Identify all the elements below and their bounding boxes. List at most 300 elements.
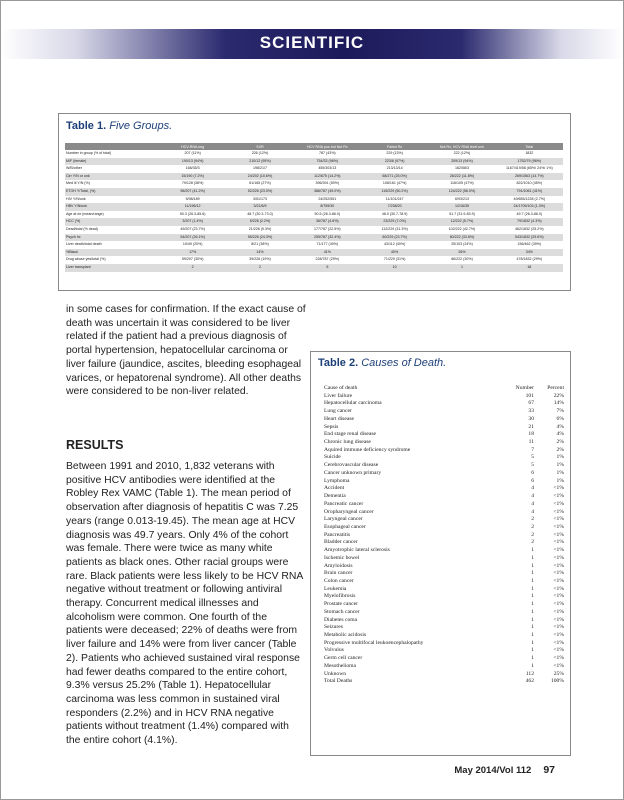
- table-1-cell: 2: [159, 264, 226, 272]
- table-row: [324, 385, 564, 393]
- table-1-cell: 23/229 (7.0%): [361, 218, 428, 226]
- death-count-cell: 21: [528, 423, 534, 430]
- cause-of-death-cell: Pancreatic cancer: [324, 500, 364, 507]
- cause-of-death-cell: Chronic lung disease: [324, 439, 371, 446]
- table-1-cell: 198/21/7: [252, 166, 267, 171]
- table-row: [65, 234, 563, 242]
- table-1-cell: 49.7 (26.3-86.0): [516, 211, 543, 216]
- table-row: [65, 173, 563, 181]
- death-count-cell: 1: [531, 562, 534, 569]
- death-count-cell: 4: [531, 508, 534, 515]
- table-1-cell: 156/462 (39%): [517, 242, 542, 247]
- table-row: [324, 462, 564, 470]
- death-count-cell: 11: [528, 439, 534, 446]
- table-row: [324, 400, 564, 408]
- death-percent-cell: <1%: [553, 508, 564, 515]
- table-row: [324, 493, 564, 501]
- table-1-body: [65, 150, 563, 272]
- table-2-box: [310, 351, 571, 756]
- death-percent-cell: <1%: [553, 570, 564, 577]
- death-count-cell: 2: [531, 539, 534, 546]
- table-1-cell: 177/787 (22.5%): [314, 226, 341, 231]
- table-1-cell: 543/1832 (29.6%): [496, 234, 563, 242]
- table-row: [324, 671, 564, 679]
- death-percent-cell: 1%: [556, 469, 564, 476]
- cause-of-death-cell: Germ cell cancer: [324, 655, 363, 662]
- death-percent-cell: <1%: [553, 639, 564, 646]
- death-percent-cell: 1%: [556, 462, 564, 469]
- table-row: [324, 655, 564, 663]
- table-1-column-header: SVR: [226, 143, 293, 150]
- cause-of-death-cell: Progressive multifocal leukoencephalopathy: [324, 639, 424, 646]
- table-1-cell: 68/271 (25.0%): [361, 173, 428, 181]
- table-1-caption-label: Table 1.: [66, 120, 107, 132]
- table-1-cell: 8/21 (38%): [251, 242, 269, 247]
- death-percent-cell: 6%: [556, 415, 564, 422]
- death-count-cell: 1: [531, 608, 534, 615]
- table-row: [324, 424, 564, 432]
- table-1-cell: 1: [428, 264, 495, 272]
- table-1-cell: 1/216/35: [428, 203, 495, 211]
- table-1-cell: 269/1563 (14.7%): [496, 173, 563, 181]
- table-row: [65, 211, 563, 219]
- table-row: [324, 624, 564, 632]
- table-2-body: [324, 385, 564, 686]
- table-1-cell: 21/226 (9.3%): [248, 226, 272, 231]
- table-1-cell: 71/229 (31%): [383, 257, 406, 262]
- table-1-cell: 168/35/3: [185, 166, 200, 171]
- death-count-cell: 6: [531, 477, 534, 484]
- table-row: [65, 218, 563, 226]
- death-count-cell: 462: [525, 678, 534, 685]
- death-count-cell: 2: [531, 516, 534, 523]
- table-1-cell: 112/675 (14.2%): [294, 173, 361, 181]
- cause-of-death-cell: Liver failure: [324, 392, 353, 399]
- table-row: [324, 563, 564, 571]
- table-1-cell: 96/207 (41.2%): [159, 188, 226, 196]
- table-1-cell: 213/13/14: [386, 166, 403, 171]
- death-percent-cell: <1%: [553, 577, 564, 584]
- table-1-column-header: HCV RNA pos but Not Rx: [294, 143, 361, 150]
- table-1-cell: 12/222 (5.7%): [428, 218, 495, 226]
- table-1-cell: 50.5 (26.3-86.0): [314, 211, 341, 216]
- table-1-cell: 52/226 (23.0%): [226, 188, 293, 196]
- table-row: [65, 249, 563, 257]
- table-1-row-label: Liver transplant: [65, 264, 159, 272]
- cause-of-death-cell: Esophageal cancer: [324, 523, 366, 530]
- death-count-cell: 18: [528, 431, 534, 438]
- death-percent-cell: <1%: [553, 593, 564, 600]
- cause-of-death-cell: Leukemia: [324, 585, 347, 592]
- cause-of-death-cell: Brain cancer: [324, 570, 353, 577]
- table-row: [65, 203, 563, 211]
- table-1-cell: 79/128 (38%): [181, 181, 204, 186]
- table-1-cell: 26%: [428, 249, 495, 257]
- death-percent-cell: 2%: [556, 446, 564, 453]
- death-count-cell: 1: [531, 655, 534, 662]
- death-percent-cell: 1%: [556, 477, 564, 484]
- table-row: [324, 416, 564, 424]
- table-1-row-label: ETOH Y/Total, (%): [65, 188, 159, 196]
- table-1-box: [58, 113, 571, 291]
- death-count-cell: 4: [531, 493, 534, 500]
- cause-of-death-cell: Pancreatitis: [324, 531, 351, 538]
- table-row: [324, 632, 564, 640]
- cause-of-death-cell: Volvulus: [324, 647, 344, 654]
- cause-of-death-cell: Total Deaths: [324, 678, 353, 685]
- table-1-cell: 24/1705/103 (1.3%): [496, 203, 563, 211]
- death-percent-cell: <1%: [553, 624, 564, 631]
- death-percent-cell: <1%: [553, 531, 564, 538]
- table-row: [324, 516, 564, 524]
- death-percent-cell: 4%: [556, 423, 564, 430]
- death-count-cell: 1: [531, 639, 534, 646]
- cause-of-death-cell: Metabolic acidosis: [324, 632, 367, 638]
- death-percent-cell: <1%: [553, 500, 564, 507]
- table-1-cell: 822/1010 (45%): [516, 181, 543, 186]
- table-1-cell: 18: [496, 264, 563, 272]
- table-1-cell: 48.0 (30.7-78.9): [381, 211, 408, 216]
- death-count-cell: 4: [531, 485, 534, 492]
- table-1-cell: 24/202 (10.6%): [226, 173, 293, 181]
- cause-of-death-cell: Lymphoma: [324, 477, 350, 484]
- death-count-cell: 2: [531, 523, 534, 530]
- table-1-row-label: W/B/other: [66, 166, 82, 171]
- table-1-cell: 386/787 (49.0%): [294, 188, 361, 196]
- death-count-cell: 112: [525, 670, 534, 677]
- death-count-cell: 1: [531, 570, 534, 577]
- table-2-caption: [318, 357, 446, 369]
- cause-of-death-cell: Cerebrovascular disease: [324, 462, 379, 469]
- death-count-cell: Number: [515, 385, 534, 391]
- table-1-cell: 116/105 (47%): [450, 181, 474, 186]
- death-percent-cell: <1%: [553, 562, 564, 569]
- table-1-cell: 61/165 (27%): [249, 181, 271, 186]
- table-1-cell: 41%: [294, 249, 361, 257]
- table-1-cell: 462/1832 (25.2%): [515, 226, 544, 231]
- table-1-cell: 5/226 (2.2%): [226, 218, 293, 226]
- death-count-cell: 1: [531, 662, 534, 669]
- cause-of-death-cell: Amyloidosis: [324, 562, 353, 569]
- table-1-cell: 6/93/213: [454, 196, 469, 201]
- table-1-cell: 115/229 (50.2%): [361, 188, 428, 196]
- death-count-cell: 1: [531, 547, 534, 554]
- table-1-cell: 3/21/6/9: [226, 203, 293, 211]
- cause-of-death-cell: Suicide: [324, 454, 341, 461]
- death-percent-cell: 4%: [556, 431, 564, 438]
- table-row: [324, 478, 564, 486]
- cause-of-death-cell: Prostate cancer: [324, 601, 359, 608]
- table-1-cell: 34%: [496, 249, 563, 257]
- cause-of-death-cell: Mesothelioma: [324, 662, 357, 669]
- section-header-band: [1, 29, 623, 59]
- table-row: [324, 485, 564, 493]
- table-1-cell: 2: [226, 264, 293, 272]
- table-1-cell: 478/1832 (29%): [516, 257, 543, 262]
- table-1-cell: 229 (13%): [386, 151, 403, 155]
- table-1-cell: 255/787 (32.4%): [294, 234, 361, 242]
- table-1-cell: 787 (43%): [319, 151, 336, 155]
- table-row: [65, 158, 563, 166]
- cause-of-death-cell: Myelofibrosis: [324, 593, 356, 600]
- table-1-cell: 190/13 (94%): [159, 158, 226, 166]
- table-1-row-label: HCC (%): [65, 218, 159, 226]
- table-row: [324, 678, 564, 686]
- table-row: [324, 408, 564, 416]
- table-1-cell: 60/229 (23.7%): [361, 234, 428, 242]
- death-count-cell: 2: [531, 531, 534, 538]
- table-1-cell: 26/222 (11.8%): [428, 173, 495, 181]
- body-paragraph-methods-end: in some cases for confirmation. If the exact cause of death was uncertain it was considered to be liver related if the patient had a previous diagnosis of portal hypertension, hepatocellular carcinoma or liver failure (jaundice, ascites, bleeding esophageal varices, or hepatorenal syndrome). All other deaths were considered to be non-liver related.: [66, 304, 306, 398]
- cause-of-death-cell: Hepatocellular carcinoma: [324, 400, 382, 407]
- table-1-cell: 40%: [361, 249, 428, 257]
- table-2-caption-label: Table 2.: [318, 357, 359, 369]
- table-1-cell: 17%: [159, 249, 226, 257]
- cause-of-death-cell: Sepsis: [324, 423, 339, 430]
- table-1-cell: 5: [294, 264, 361, 272]
- table-row: [324, 617, 564, 625]
- table-row: [65, 196, 563, 204]
- table-1-row-label: Number in group (% of total): [66, 151, 112, 155]
- table-1-cell: 754/33 (96%): [294, 158, 361, 166]
- cause-of-death-cell: Cause of death: [324, 385, 358, 391]
- death-percent-cell: <1%: [553, 585, 564, 592]
- death-count-cell: 1: [531, 601, 534, 608]
- results-heading: RESULTS: [66, 438, 124, 452]
- death-count-cell: 1: [531, 647, 534, 654]
- table-1-cell: 55/226 (24.3%): [226, 234, 293, 242]
- table-1-cell: 226 (12%): [251, 151, 269, 155]
- table-row: [324, 393, 564, 401]
- table-1-cell: 10: [361, 264, 428, 272]
- table-1-row-label: Age at dx (mean/range): [66, 211, 104, 216]
- cause-of-death-cell: Amyotrophic lateral sclerosis: [324, 547, 390, 554]
- table-row: [65, 241, 563, 249]
- cause-of-death-cell: Dementia: [324, 493, 346, 500]
- death-percent-cell: <1%: [553, 608, 564, 615]
- table-row: [324, 509, 564, 517]
- table-row: [65, 150, 563, 158]
- table-row: [324, 524, 564, 532]
- cause-of-death-cell: Diabetes coma: [324, 616, 358, 623]
- table-row: [324, 570, 564, 578]
- death-percent-cell: <1%: [553, 601, 564, 608]
- table-1-row-label: Dead/total (% dead): [66, 226, 98, 231]
- death-count-cell: 67: [528, 400, 534, 407]
- table-1-cell: 207 (11%): [184, 151, 201, 155]
- table-1-cell: 48.7 (30.3-73.0): [247, 211, 273, 216]
- death-count-cell: 1: [531, 554, 534, 561]
- table-1-cell: 66/222 (30%): [451, 257, 473, 262]
- table-2-caption-text: Causes of Death.: [361, 357, 447, 369]
- death-percent-cell: <1%: [553, 516, 564, 523]
- table-1: [65, 143, 563, 272]
- death-percent-cell: <1%: [553, 616, 564, 623]
- death-percent-cell: 2%: [556, 439, 564, 446]
- table-row: [65, 165, 563, 173]
- table-1-cell: 1167/419/58 (65%/ 24%/ 1%): [505, 166, 553, 171]
- cause-of-death-cell: End stage renal disease: [324, 431, 377, 438]
- table-1-header-row: [65, 143, 563, 150]
- table-1-cell: 8/759/30: [294, 203, 361, 211]
- table-1-cell: 11/101/247: [385, 196, 404, 201]
- table-row: [324, 586, 564, 594]
- death-percent-cell: <1%: [553, 647, 564, 654]
- table-1-cell: 102/222 (42.7%): [448, 226, 476, 231]
- table-row: [324, 601, 564, 609]
- death-percent-cell: <1%: [553, 662, 564, 669]
- table-1-row-label: Drug abuse yes/total (%): [66, 257, 106, 262]
- death-count-cell: 1: [531, 616, 534, 623]
- table-1-cell: 210/12 (95%): [226, 158, 293, 166]
- death-percent-cell: 14%: [553, 400, 564, 407]
- table-row: [324, 431, 564, 439]
- table-1-row-label: M/F (female): [65, 158, 159, 166]
- body-paragraph-results: Between 1991 and 2010, 1,832 veterans with positive HCV antibodies were identified at the Robley Rex VAMC (Table 1). The mean period of observation after diagnosis of hepatitis C was 7.25 years (range 0.013-19.45). The mean age at HCV diagnosis was 49.7 years. Only 4% of the cohort was female. There were twice as many white patients as black ones. Other racial groups were rare. Black patients were less likely to be HCV RNA negative without treatment or following antiviral therapy. Concurrent medical illnesses and alcoholism were common. One fourth of the patients were deceased; 22% of deaths were from liver failure and 14% were from liver cancer (Table 2). Patients who achieved sustained viral response had fewer deaths compared to the entire cohort, 9.3% versus 25.2% (Table 1). Hepatocellular carcinoma was less common in sustained viral responders (2.2%) and in HCV RNA negative patients without treatment (1.4%) compared with the entire cohort (4.1%).: [66, 461, 303, 747]
- table-row: [324, 647, 564, 655]
- table-row: [65, 226, 563, 234]
- death-percent-cell: 1%: [556, 454, 564, 461]
- table-1-row-label: Med ill Y/N (%): [66, 181, 90, 186]
- table-row: [324, 501, 564, 509]
- table-1-cell: 59/207 (30%): [181, 257, 204, 262]
- death-count-cell: 33: [528, 408, 534, 415]
- table-1-row-label: HBV Y/N/unk: [65, 203, 159, 211]
- death-percent-cell: 25%: [553, 670, 564, 677]
- death-percent-cell: <1%: [553, 547, 564, 554]
- cause-of-death-cell: Seizures: [324, 624, 343, 631]
- table-1-cell: 79/1832 (4.3%): [496, 218, 563, 226]
- death-count-cell: 1: [531, 577, 534, 584]
- table-1-caption-text: Five Groups.: [109, 120, 173, 132]
- table-row: [324, 470, 564, 478]
- table-row: [324, 593, 564, 601]
- table-1-cell: 396/391 (50%): [315, 181, 340, 186]
- death-percent-cell: Percent: [547, 385, 564, 391]
- table-1-cell: 108/161 (47%): [382, 181, 407, 186]
- table-1-cell: 54/207 (26.1%): [159, 234, 226, 242]
- table-1-cell: 36/787 (4.6%): [294, 218, 361, 226]
- table-1-column-header: Not Rx, HCV RNA level unk: [428, 143, 495, 150]
- table-1-column-header: [65, 143, 159, 150]
- table-1-row-label: %Black: [65, 249, 159, 257]
- table-row: [324, 555, 564, 563]
- cause-of-death-cell: Lung cancer: [324, 408, 352, 415]
- table-1-row-label: Liver death/total death: [66, 242, 102, 247]
- table-1-cell: 455/303/13: [318, 166, 337, 171]
- table-row: [65, 180, 563, 188]
- table-row: [324, 609, 564, 617]
- table-1-cell: 49/207 (23.7%): [180, 226, 205, 231]
- death-count-cell: 5: [531, 462, 534, 469]
- table-1-cell: 222 (12%): [453, 151, 471, 155]
- table-1-cell: 49/655/1228 (2.7%): [513, 196, 546, 201]
- table-row: [324, 539, 564, 547]
- cause-of-death-cell: Cancer unknown primary: [324, 469, 382, 476]
- table-1-cell: 24/252/551: [318, 196, 337, 201]
- table-1-cell: 71/177 (40%): [316, 242, 339, 247]
- cause-of-death-cell: Aquired immune deficiency syndrome: [324, 446, 411, 453]
- table-1-cell: 209/13 (94%): [428, 158, 495, 166]
- table-1-cell: 51.7 (31.9-83.9): [449, 211, 475, 216]
- table-1-cell: 14%: [226, 249, 293, 257]
- death-percent-cell: <1%: [553, 539, 564, 546]
- cause-of-death-cell: Heart disease: [324, 415, 354, 422]
- death-count-cell: 1: [531, 585, 534, 592]
- table-row: [65, 264, 563, 272]
- death-count-cell: 7: [531, 446, 534, 453]
- table-1-cell: 43/112 (40%): [383, 242, 406, 247]
- table-1-cell: 228/787 (29%): [315, 257, 340, 262]
- death-percent-cell: <1%: [553, 655, 564, 662]
- cause-of-death-cell: Stomach cancer: [324, 608, 360, 615]
- cause-of-death-cell: Unknown: [324, 670, 347, 677]
- death-count-cell: 1: [531, 593, 534, 600]
- table-1-cell: 11/196/12: [159, 203, 226, 211]
- table-row: [324, 454, 564, 462]
- cause-of-death-cell: Accident: [324, 485, 345, 492]
- table-2: [324, 385, 564, 686]
- table-row: [324, 547, 564, 555]
- table-1-cell: 25/103 (24%): [451, 242, 473, 247]
- page-number: 97: [543, 764, 555, 776]
- table-row: [324, 578, 564, 586]
- table-1-cell: 1752/79 (96%): [496, 158, 563, 166]
- death-count-cell: 6: [531, 469, 534, 476]
- issue-label: May 2014/Vol 112: [454, 765, 532, 776]
- table-1-cell: 112/229 (31.3%): [381, 226, 408, 231]
- table-1-cell: 124/222 (56.0%): [428, 188, 495, 196]
- table-1-cell: 791/1061 (41%): [496, 188, 563, 196]
- table-1-row-label: Cirr Y/N or unk: [65, 173, 159, 181]
- table-row: [324, 663, 564, 671]
- table-1-cell: 39/226 (19%): [249, 257, 271, 262]
- table-1-column-header: HCV-RNA neg: [159, 143, 226, 150]
- table-1-cell: 10/49 (20%): [182, 242, 203, 247]
- table-row: [324, 447, 564, 455]
- death-percent-cell: <1%: [553, 554, 564, 561]
- cause-of-death-cell: Colon cancer: [324, 577, 354, 584]
- cause-of-death-cell: Ischemic bowel: [324, 554, 360, 561]
- table-1-cell: 15/190 (7.2%): [159, 173, 226, 181]
- cause-of-death-cell: Laryngeal cancer: [324, 516, 363, 523]
- death-percent-cell: <1%: [553, 523, 564, 530]
- table-1-caption: [66, 120, 172, 132]
- table-1-row-label: HIV Y/N/unk: [66, 196, 86, 201]
- table-1-cell: 1832: [525, 151, 534, 155]
- table-row: [324, 439, 564, 447]
- death-percent-cell: 7%: [556, 408, 564, 415]
- table-1-column-header: Total: [496, 143, 563, 150]
- table-1-cell: 223/6 (97%): [361, 158, 428, 166]
- table-1-cell: 5/98/189: [185, 196, 200, 201]
- death-count-cell: 1: [531, 624, 534, 631]
- table-row: [324, 640, 564, 648]
- page-footer: [454, 764, 555, 776]
- table-row: [65, 188, 563, 196]
- table-1-cell: 3/51/173: [252, 196, 267, 201]
- table-1-cell: 3/207 (1.4%): [159, 218, 226, 226]
- cause-of-death-cell: Oropharyngeal cancer: [324, 508, 374, 515]
- table-row: [324, 532, 564, 540]
- death-count-cell: 30: [528, 415, 534, 422]
- death-percent-cell: <1%: [553, 632, 564, 638]
- death-percent-cell: <1%: [553, 493, 564, 500]
- table-1-cell: 162/58/3: [454, 166, 469, 171]
- table-1-column-header: Failed Rx: [361, 143, 428, 150]
- section-title: SCIENTIFIC: [259, 33, 365, 52]
- death-count-cell: 4: [531, 500, 534, 507]
